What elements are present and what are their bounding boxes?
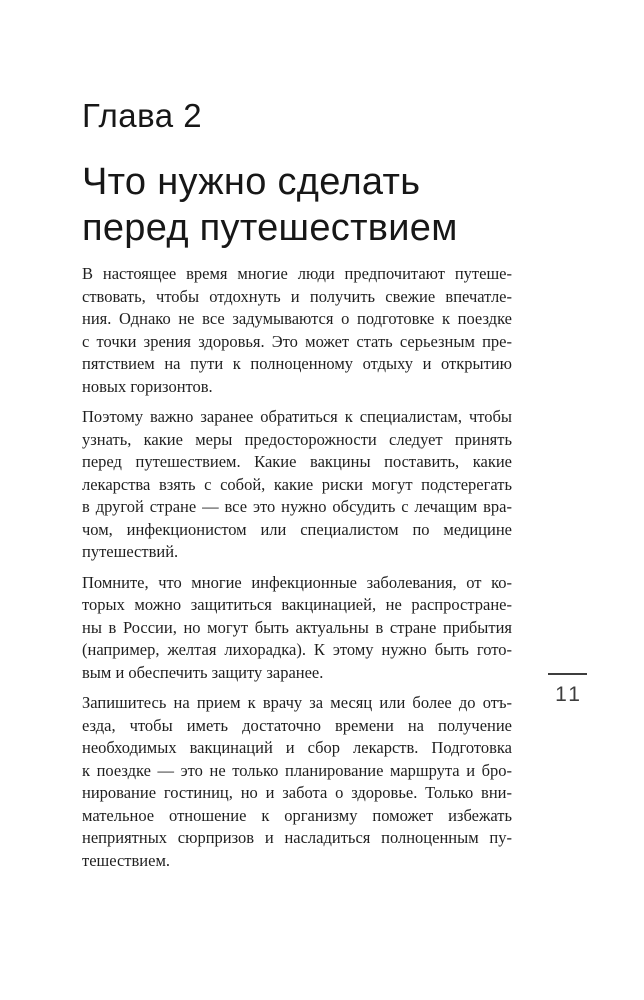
body-paragraphs	[82, 263, 512, 872]
text-line: в другой стране — все это нужно обсудить с лечащим вра-	[82, 497, 512, 516]
text-line: Поэтому важно заранее обратиться к специалистам, чтобы	[82, 407, 512, 426]
paragraph	[82, 692, 512, 872]
text-line: ния. Однако не все задумываются о подготовке к поездке	[82, 309, 512, 328]
text-line: чом, инфекционистом или специалистом по медицине	[82, 519, 512, 539]
text-line: с точки зрения здоровья. Это может стать серьезным пре-	[82, 331, 512, 351]
text-line: ствовать, чтобы отдохнуть и получить свежие впечатле-	[82, 286, 512, 306]
text-line: перед путешествием. Какие вакцины поставить, какие	[82, 452, 512, 471]
text-line: (например, желтая лихорадка). К этому нужно быть гото-	[82, 640, 512, 659]
text-line: вым и обеспечить защиту заранее.	[82, 662, 324, 682]
text-line: новых горизонтов.	[82, 376, 213, 396]
text-line: Запишитесь на прием к врачу за месяц или более до отъ-	[82, 693, 512, 712]
page-number: 11	[555, 683, 583, 706]
text-line: к поездке — это не только планирование маршрута и бро-	[82, 760, 512, 780]
text-line: ны в России, но могут быть актуальны в стране прибытия	[82, 617, 512, 637]
text-line: неприятных сюрпризов и насладиться полноценным пу-	[82, 828, 512, 847]
text-line: торых можно защититься вакцинацией, не распростране-	[82, 595, 512, 614]
text-line: пятствием на пути к полноценному отдыху и открытию	[82, 354, 512, 373]
text-line: тешествием.	[82, 850, 171, 870]
text-line: необходимых вакцинаций и сбор лекарств. Подготовка	[82, 738, 512, 757]
chapter-title-line-1: Что нужно сделать	[82, 161, 421, 203]
text-line: езда, чтобы иметь достаточно времени на получение	[82, 715, 512, 735]
text-line: узнать, какие меры предосторожности следует принять	[82, 429, 512, 449]
paragraph	[82, 406, 512, 564]
text-line: Помните, что многие инфекционные заболевания, от ко-	[82, 572, 512, 592]
text-line: лекарства взять с собой, какие риски могут подстерегать	[82, 474, 512, 494]
chapter-label: Глава 2	[82, 97, 203, 134]
paragraph	[82, 263, 512, 398]
chapter-title	[82, 159, 512, 251]
page-footer	[548, 673, 587, 705]
paragraph	[82, 572, 512, 685]
text-line: нирование гостиниц, но и забота о здоровье. Только вни-	[82, 783, 512, 802]
text-line: В настоящее время многие люди предпочитают путеше-	[82, 264, 512, 283]
page-content	[82, 99, 512, 880]
text-line: мательное отношение к организму поможет избежать	[82, 805, 512, 825]
folio-rule	[548, 673, 587, 675]
text-line: путешествий.	[82, 542, 179, 561]
chapter-title-line-2: перед путешествием	[82, 207, 458, 249]
